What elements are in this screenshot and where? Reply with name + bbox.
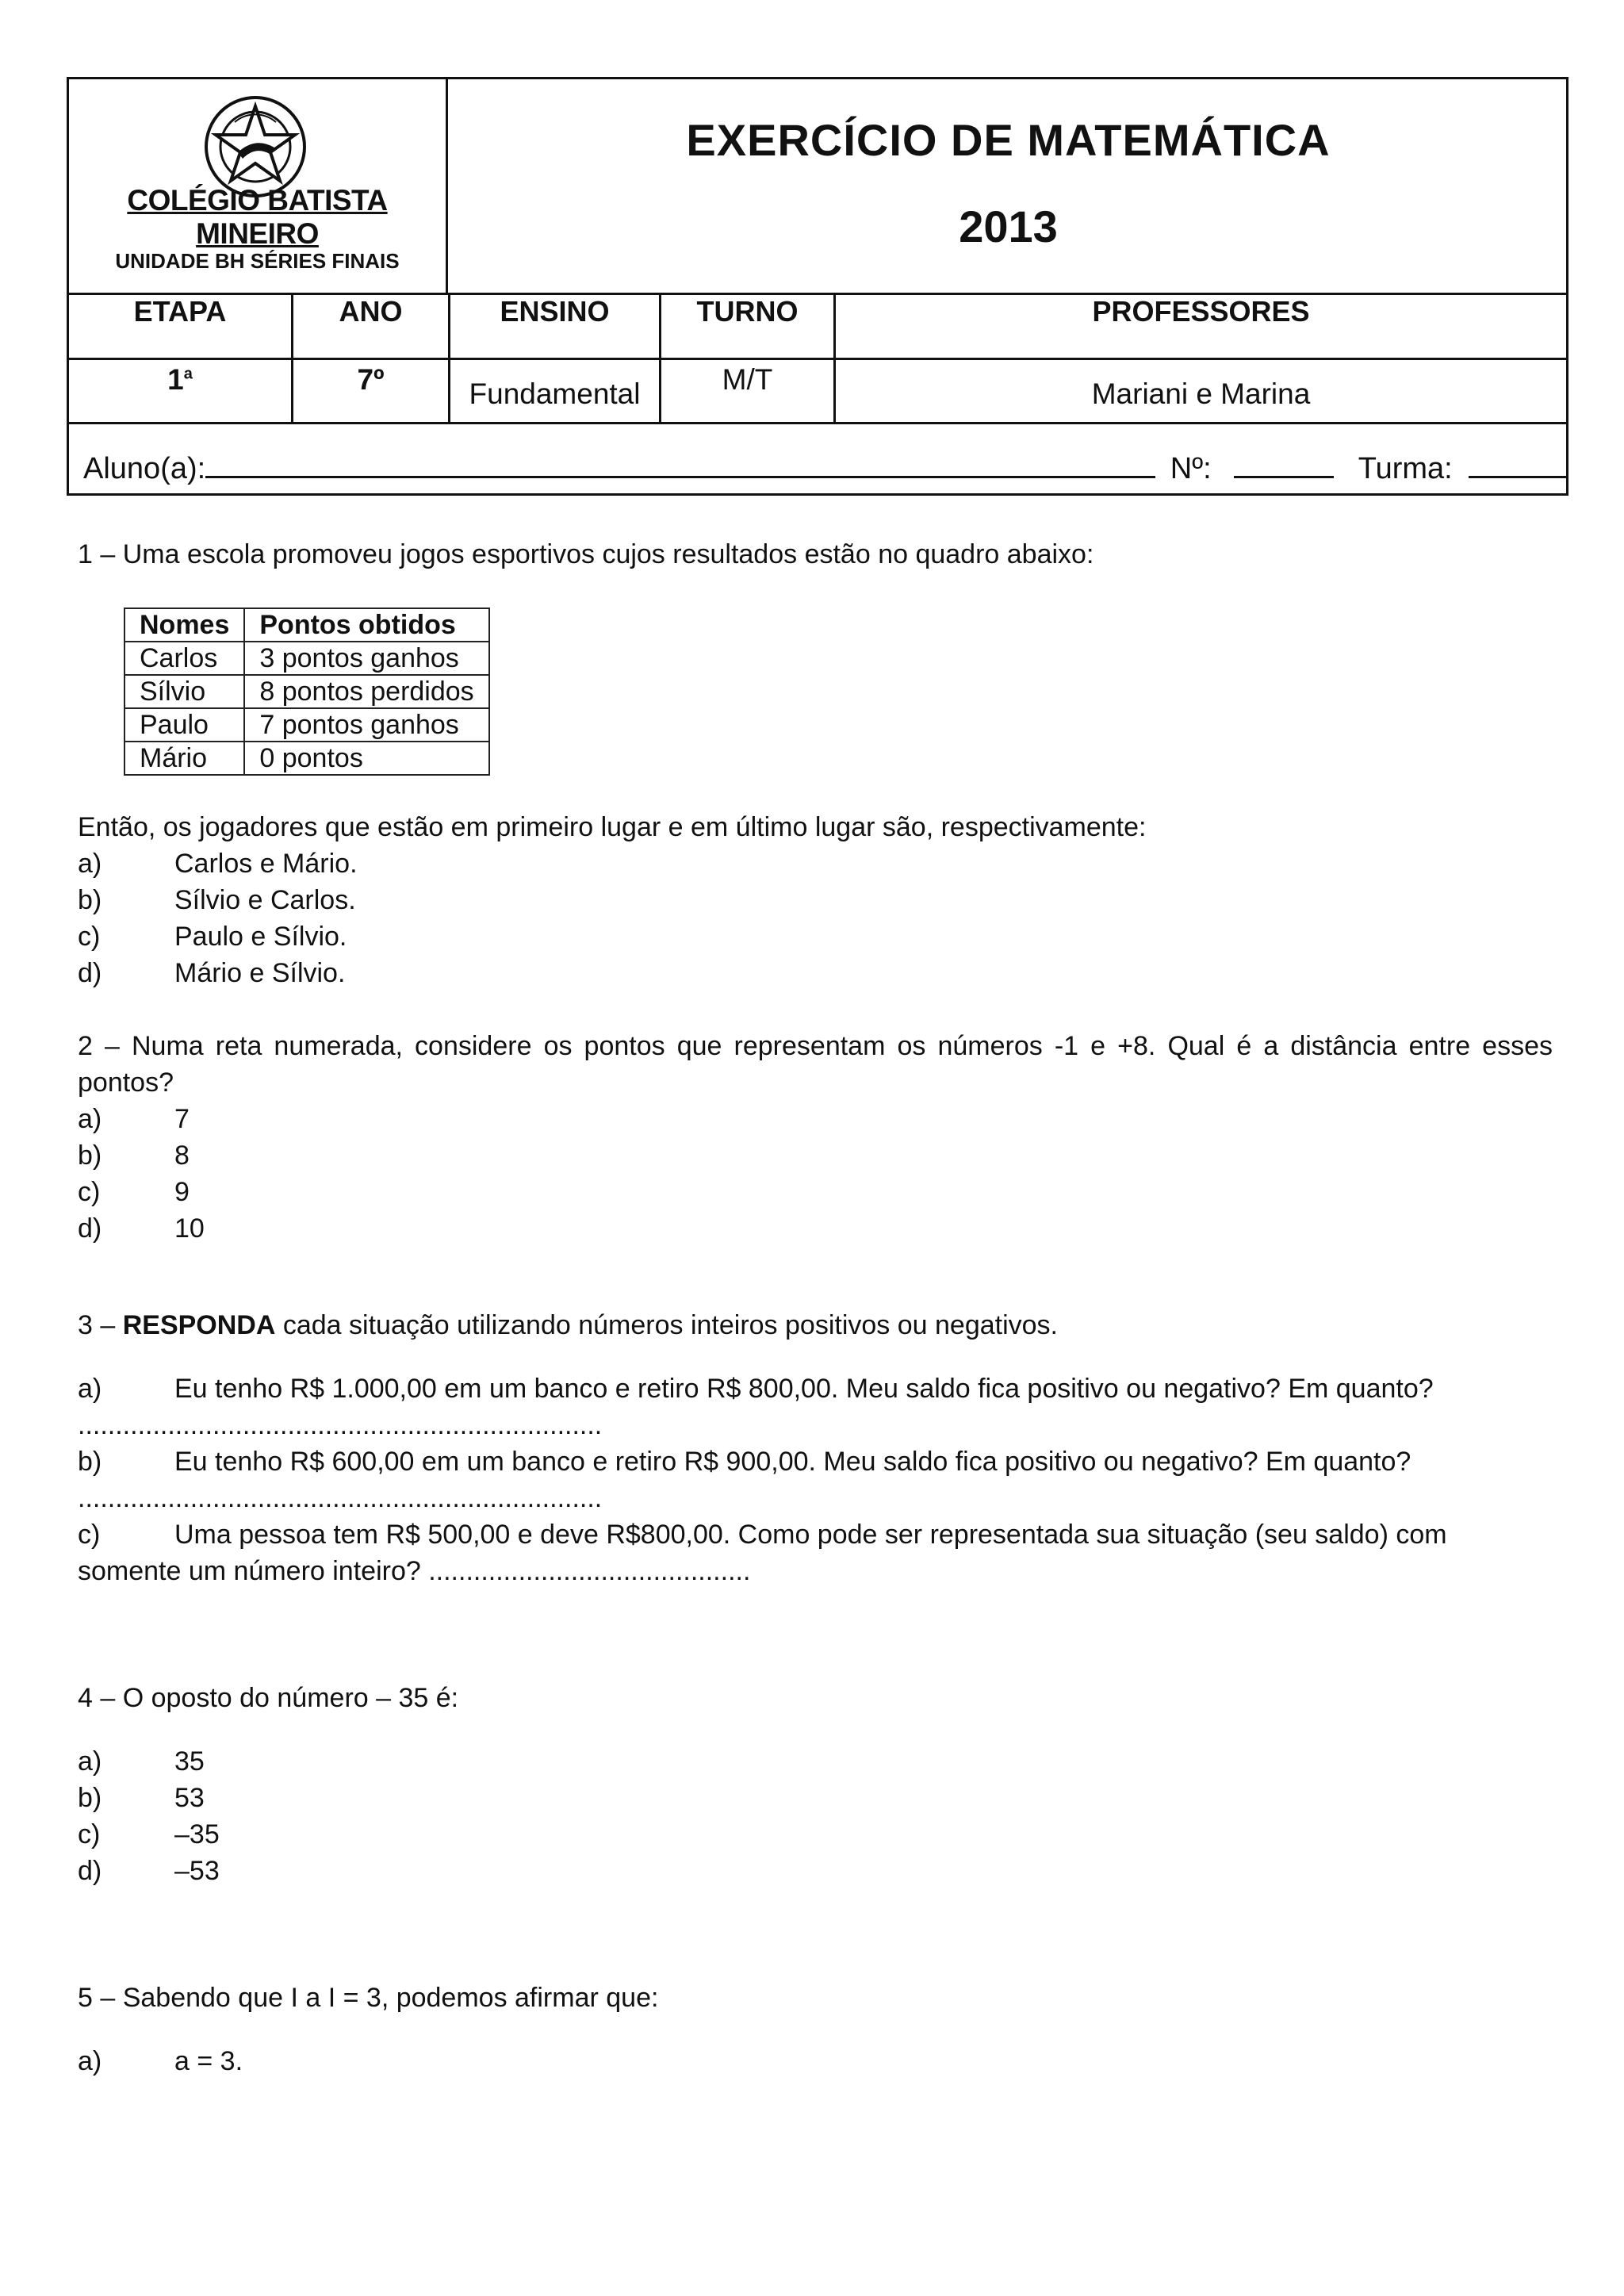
item-text-cont: somente um número inteiro? ........................................... xyxy=(78,1556,751,1586)
option-label: b) xyxy=(78,1783,102,1813)
table-row xyxy=(124,742,489,775)
table-cell: 7 pontos ganhos xyxy=(244,708,488,742)
option-label: a) xyxy=(78,2046,102,2076)
option-text: –53 xyxy=(174,1856,220,1886)
option-text: Sílvio e Carlos. xyxy=(174,885,356,915)
table-row xyxy=(124,708,489,742)
header-divider xyxy=(69,358,1566,360)
turno-value: M/T xyxy=(722,363,773,396)
option-text: 10 xyxy=(174,1213,205,1244)
col-etapa: ETAPA xyxy=(133,295,227,328)
item-label: a) xyxy=(78,1374,102,1404)
item-text: Eu tenho R$ 600,00 em um banco e retiro R$ 900,00. Meu saldo fica positivo ou negativo? Em quanto? xyxy=(174,1447,1411,1477)
header-box xyxy=(67,77,1568,496)
q3-prefix: 3 – xyxy=(78,1310,123,1340)
table-cell: 3 pontos ganhos xyxy=(244,642,488,675)
table-cell: 0 pontos xyxy=(244,742,488,775)
option-label: b) xyxy=(78,885,102,915)
q3-text xyxy=(78,1307,1058,1343)
item-label: c) xyxy=(78,1520,101,1550)
option-label: a) xyxy=(78,1104,102,1134)
table-cell: Paulo xyxy=(124,708,244,742)
q2-text: 2 – Numa reta numerada, considere os pontos que representam os números -1 e +8. Qual é a distância entre esses xyxy=(78,1031,1553,1061)
option-label: c) xyxy=(78,922,101,952)
school-name: COLÉGIO BATISTA MINEIRO xyxy=(127,184,388,250)
table-cell: Carlos xyxy=(124,642,244,675)
option-text: 35 xyxy=(174,1746,205,1777)
answer-dots[interactable]: ...................................................................... xyxy=(78,1483,603,1513)
option-text: Paulo e Sílvio. xyxy=(174,922,347,952)
option-text: 53 xyxy=(174,1783,205,1813)
q1-text: 1 – Uma escola promoveu jogos esportivos cujos resultados estão no quadro abaixo: xyxy=(78,539,1094,569)
page-title: EXERCÍCIO DE MATEMÁTICA xyxy=(686,115,1331,165)
table-row xyxy=(124,675,489,708)
table-header-cell: Pontos obtidos xyxy=(244,608,488,642)
col-professores: PROFESSORES xyxy=(1092,295,1310,328)
header-divider xyxy=(69,422,1566,424)
option-label: d) xyxy=(78,1213,102,1244)
table-cell: Mário xyxy=(124,742,244,775)
etapa-value xyxy=(69,363,291,397)
etapa-superscript: a xyxy=(183,365,193,383)
table-cell: 8 pontos perdidos xyxy=(244,675,488,708)
q3-suffix: cada situação utilizando números inteiros positivos ou negativos. xyxy=(275,1310,1058,1340)
school-logo xyxy=(200,95,311,198)
header-divider xyxy=(446,79,448,295)
option-label: d) xyxy=(78,1856,102,1886)
table-header-cell: Nomes xyxy=(124,608,244,642)
ensino-value: Fundamental xyxy=(469,378,641,410)
q3-keyword: RESPONDA xyxy=(122,1310,276,1340)
q4-text: 4 – O oposto do número – 35 é: xyxy=(78,1683,459,1713)
col-turno: TURNO xyxy=(696,295,799,328)
turma-label: Turma: xyxy=(1358,452,1453,485)
item-text: Uma pessoa tem R$ 500,00 e deve R$800,00. Como pode ser representada sua situação (seu saldo) com xyxy=(174,1520,1447,1550)
option-label: b) xyxy=(78,1140,102,1171)
table-header-row xyxy=(124,608,489,642)
option-text: 9 xyxy=(174,1177,190,1207)
school-unit: UNIDADE BH SÉRIES FINAIS xyxy=(115,249,400,273)
col-ensino: ENSINO xyxy=(500,295,610,328)
student-info-row xyxy=(83,452,1568,486)
table-row xyxy=(124,642,489,675)
professores-value: Mariani e Marina xyxy=(1091,378,1311,410)
q2-text-cont: pontos? xyxy=(78,1068,174,1098)
col-ano: ANO xyxy=(339,295,403,328)
option-text: Mário e Sílvio. xyxy=(174,958,346,988)
ano-value: 7º xyxy=(357,363,385,396)
numero-label: Nº: xyxy=(1170,452,1212,485)
turma-field[interactable] xyxy=(1469,452,1568,478)
aluno-field[interactable] xyxy=(205,452,1155,478)
option-label: d) xyxy=(78,958,102,988)
q1-prompt: Então, os jogadores que estão em primeiro lugar e em último lugar são, respectivamente: xyxy=(78,812,1147,842)
score-table xyxy=(124,608,490,776)
option-label: a) xyxy=(78,1746,102,1777)
option-label: a) xyxy=(78,849,102,879)
answer-dots[interactable]: ...................................................................... xyxy=(78,1410,603,1440)
option-text: a = 3. xyxy=(174,2046,243,2076)
option-text: 7 xyxy=(174,1104,190,1134)
numero-field[interactable] xyxy=(1234,452,1334,478)
option-label: c) xyxy=(78,1819,101,1849)
table-cell: Sílvio xyxy=(124,675,244,708)
option-text: –35 xyxy=(174,1819,220,1849)
q5-text: 5 – Sabendo que I a I = 3, podemos afirmar que: xyxy=(78,1983,659,2013)
option-text: Carlos e Mário. xyxy=(174,849,358,879)
etapa-number: 1 xyxy=(167,363,184,396)
item-text: Eu tenho R$ 1.000,00 em um banco e retiro R$ 800,00. Meu saldo fica positivo ou negativo? Em quanto? xyxy=(174,1374,1434,1404)
year: 2013 xyxy=(959,201,1058,251)
option-text: 8 xyxy=(174,1140,190,1171)
item-label: b) xyxy=(78,1447,102,1477)
aluno-label: Aluno(a): xyxy=(83,452,206,485)
option-label: c) xyxy=(78,1177,101,1207)
